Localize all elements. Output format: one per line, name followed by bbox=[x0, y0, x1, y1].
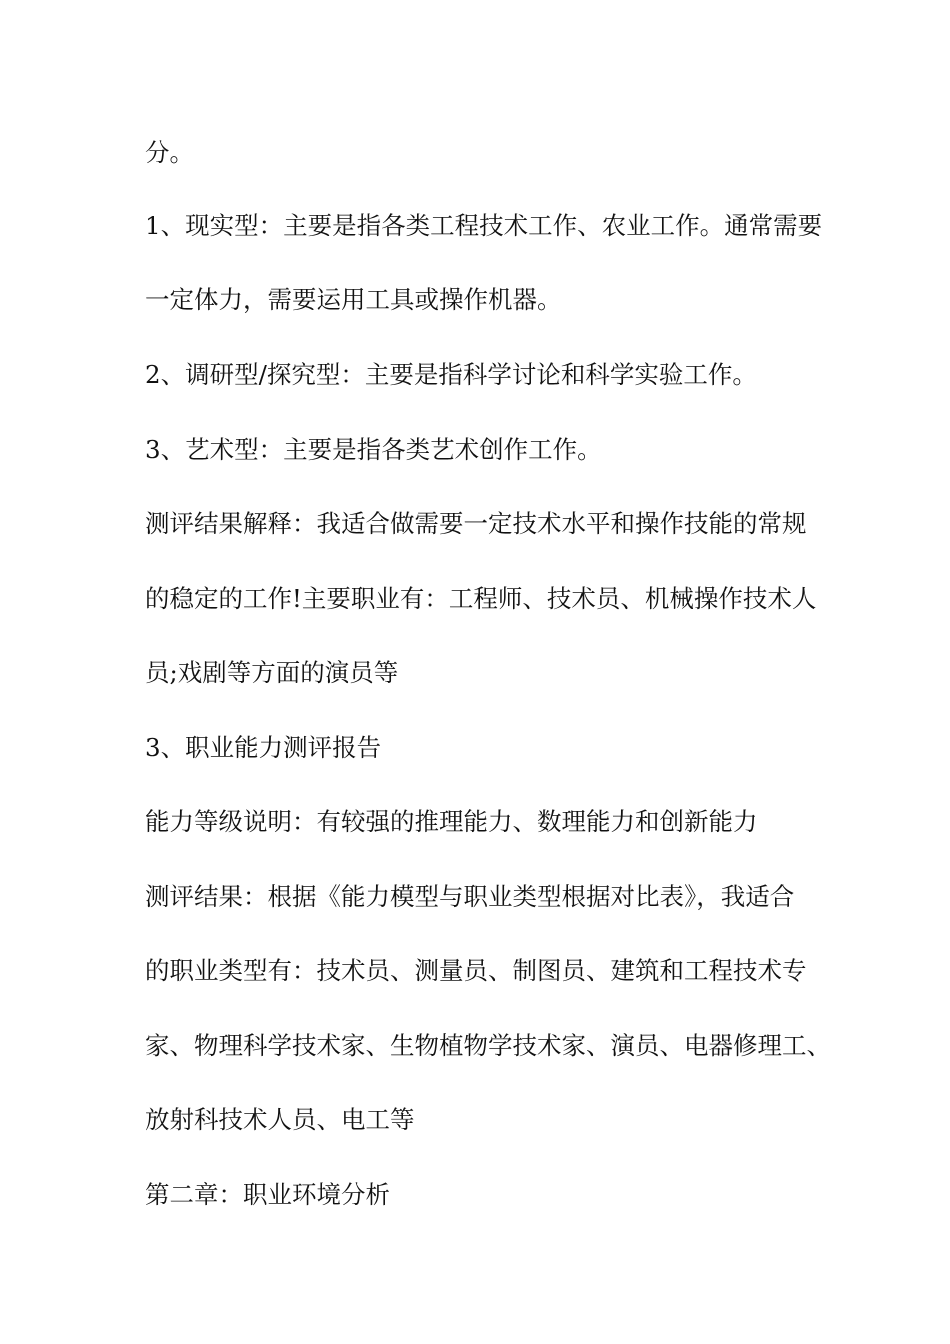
text-line-12: 的职业类型有：技术员、测量员、制图员、建筑和工程技术专 bbox=[145, 956, 807, 985]
text-line-7: 的稳定的工作!主要职业有：工程师、技术员、机械操作技术人 bbox=[145, 584, 817, 613]
section-heading: 3、职业能力测评报告 bbox=[145, 733, 382, 762]
text-line-6: 测评结果解释：我适合做需要一定技术水平和操作技能的常规 bbox=[145, 509, 807, 538]
text-line-5: 3、艺术型：主要是指各类艺术创作工作。 bbox=[145, 435, 602, 464]
text-line-8: 员;戏剧等方面的演员等 bbox=[145, 658, 399, 687]
text-line-3: 一定体力，需要运用工具或操作机器。 bbox=[145, 285, 562, 314]
text-line-10: 能力等级说明：有较强的推理能力、数理能力和创新能力 bbox=[145, 807, 758, 836]
text-line-14: 放射科技术人员、电工等 bbox=[145, 1105, 415, 1134]
text-line-4: 2、调研型/探究型：主要是指科学讨论和科学实验工作。 bbox=[145, 360, 757, 389]
text-line-11: 测评结果：根据《能力模型与职业类型根据对比表》，我适合 bbox=[145, 882, 795, 911]
text-line-1: 分。 bbox=[145, 138, 194, 167]
text-line-13: 家、物理科学技术家、生物植物学技术家、演员、电器修理工、 bbox=[145, 1031, 831, 1060]
text-line-2: 1、现实型：主要是指各类工程技术工作、农业工作。通常需要 bbox=[145, 211, 823, 240]
chapter-heading: 第二章：职业环境分析 bbox=[145, 1180, 390, 1209]
